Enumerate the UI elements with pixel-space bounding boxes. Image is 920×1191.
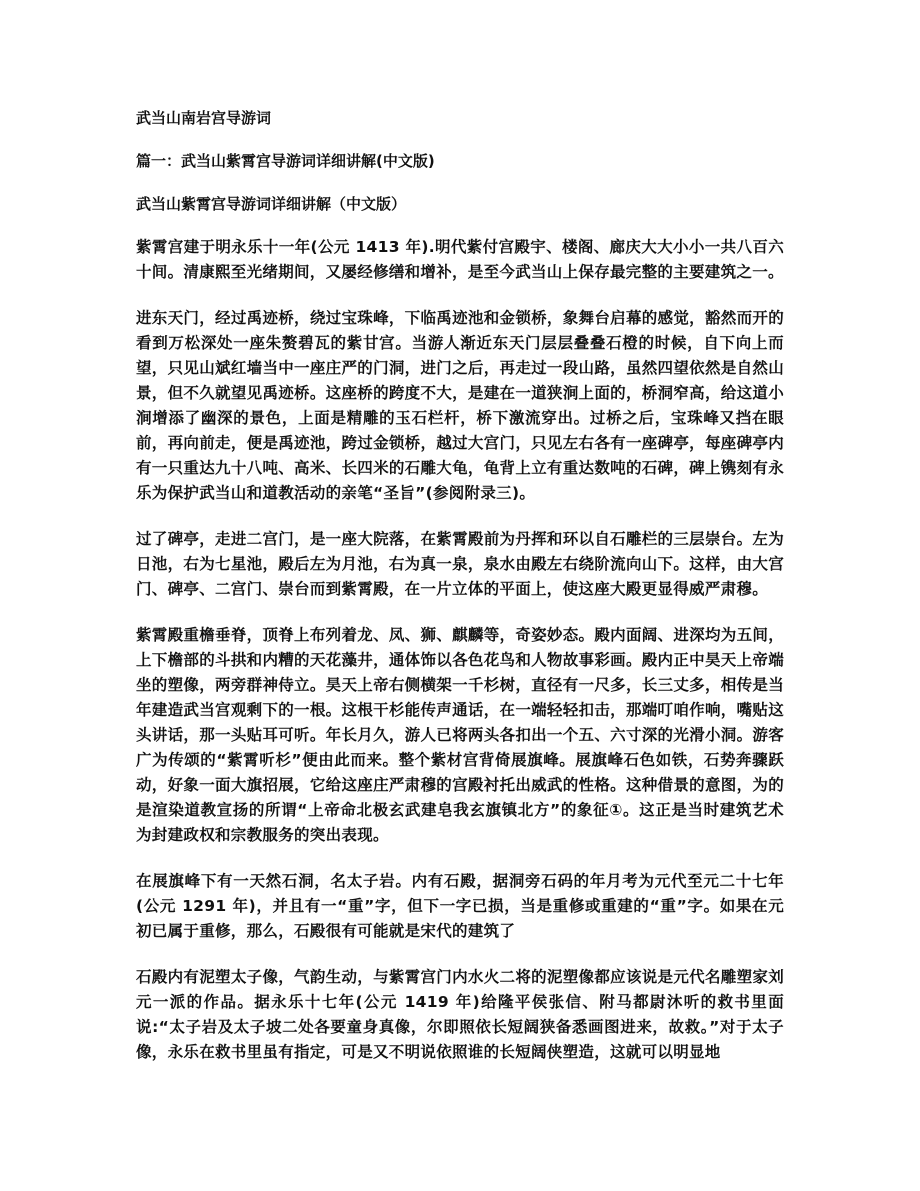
paragraph-main-hall: 紫霄殿重檐垂脊，顶脊上布列着龙、凤、狮、麒麟等，奇姿妙态。殿内面阔、进深均为五间，上下檐部的斗拱和内糟的天花藻井，通体饰以各色花鸟和人物故事彩画。殿内正中昊天上帝端坐的塑像，两旁群神侍立。昊天上帝右侧横架一千杉树，直径有一尺多，长三丈多，相传是当年建造武当宫观剩下的一根。这根干杉能传声通话，在一端轻轻扣击，那端叮咱作响，嘴贴这头讲话，那一头贴耳可听。年长月久，游人已将两头各扣出一个五、六寸深的光滑小洞。游客广为传颂的“紫霄听杉”便由此而来。整个紫材宫背倚展旗峰。展旗峰石色如铁，石势奔骤跃动，好象一面大旗招展，它给这座庄严肃穆的宫殿衬托出威武的性格。这种借景的意图，为的是渲染道教宣扬的所谓“上帝命北极玄武建皂我玄旗镇北方”的象征①。这正是当时建筑艺术为封建政权和宗教服务的突出表现。 — [136, 626, 784, 844]
document-page — [136, 108, 784, 1086]
paragraph-prince-statue: 石殿内有泥塑太子像，气韵生动，与紫霄宫门内水火二将的泥塑像都应该说是元代名雕塑家刘元一派的作品。据永乐十七年(公元 1419 年)给隆平侯张信、附马都尉沐听的救书里面说:“太子岩及太子坡二处各要童身真像，尔即照依长短阔狭备悉画图进来，故救。”对于太子像，永乐在救书里虽有指定，可是又不明说依照谁的长短阔侠塑造，这就可以明显地 — [136, 968, 784, 1061]
paragraph-intro: 紫霄宫建于明永乐十一年(公元 1413 年).明代紫付宫殿宇、楼阁、廊庆大大小小一共八百六十间。清康熙至光绪期间，又屡经修缮和增补，是至今武当山上保存最完整的主要建筑之一。 — [136, 238, 784, 281]
section-heading: 武当山紫霄宫导游词详细讲解（中文版） — [136, 195, 407, 213]
paragraph-courtyard: 过了碑亭，走进二宫门，是一座大院落，在紫霄殿前为丹挥和环以自石雕栏的三层崇台。左为日池，右为七星池，殿后左为月池，右为真一泉，泉水由殿左右绕阶流向山下。这样，由大宫门、碑亭、二宫门、崇台而到紫霄殿，在一片立体的平面上，使这座大殿更显得威严肃穆。 — [136, 530, 784, 598]
document-title: 武当山南岩宫导游词 — [136, 109, 272, 127]
paragraph-approach: 进东天门，经过禹迹桥，绕过宝珠峰，下临禹迹池和金锁桥，象舞台启幕的感觉，豁然而开的看到万松深处一座朱赘碧瓦的紫甘宫。当游人渐近东天门层层叠叠石橙的时候，自下向上而望，只见山斌红墙当中一座庄严的门洞，进门之后，再走过一段山路，虽然四望依然是自然山景，但不久就望见禹迹桥。这座桥的跨度不大，是建在一道狭涧上面的，桥洞窄高，给这道小涧增添了幽深的景色，上面是精雕的玉石栏杆，桥下激流穿出。过桥之后，宝珠峰又挡在眼前，再向前走，便是禹迹池，跨过金锁桥，越过大宫门，只见左右各有一座碑亭，每座碑亭内有一只重达九十八吨、高米、长四米的石雕大龟，龟背上立有重达数吨的石碑，碑上镌刻有永乐为保护武当山和道教活动的亲笔“圣旨”(参阅附录三)。 — [136, 309, 784, 502]
paragraph-prince-cave: 在展旗峰下有一天然石洞，名太子岩。内有石殿，据洞旁石码的年月考为元代至元二十七年(公元 1291 年)，并且有一“重”字，但下一字已损，当是重修或重建的“重”字。如果在元初已属于重修，那么，石殿很有可能就是宋代的建筑了 — [136, 872, 784, 940]
document-subtitle: 篇一：武当山紫霄宫导游词详细讲解(中文版) — [136, 152, 435, 170]
